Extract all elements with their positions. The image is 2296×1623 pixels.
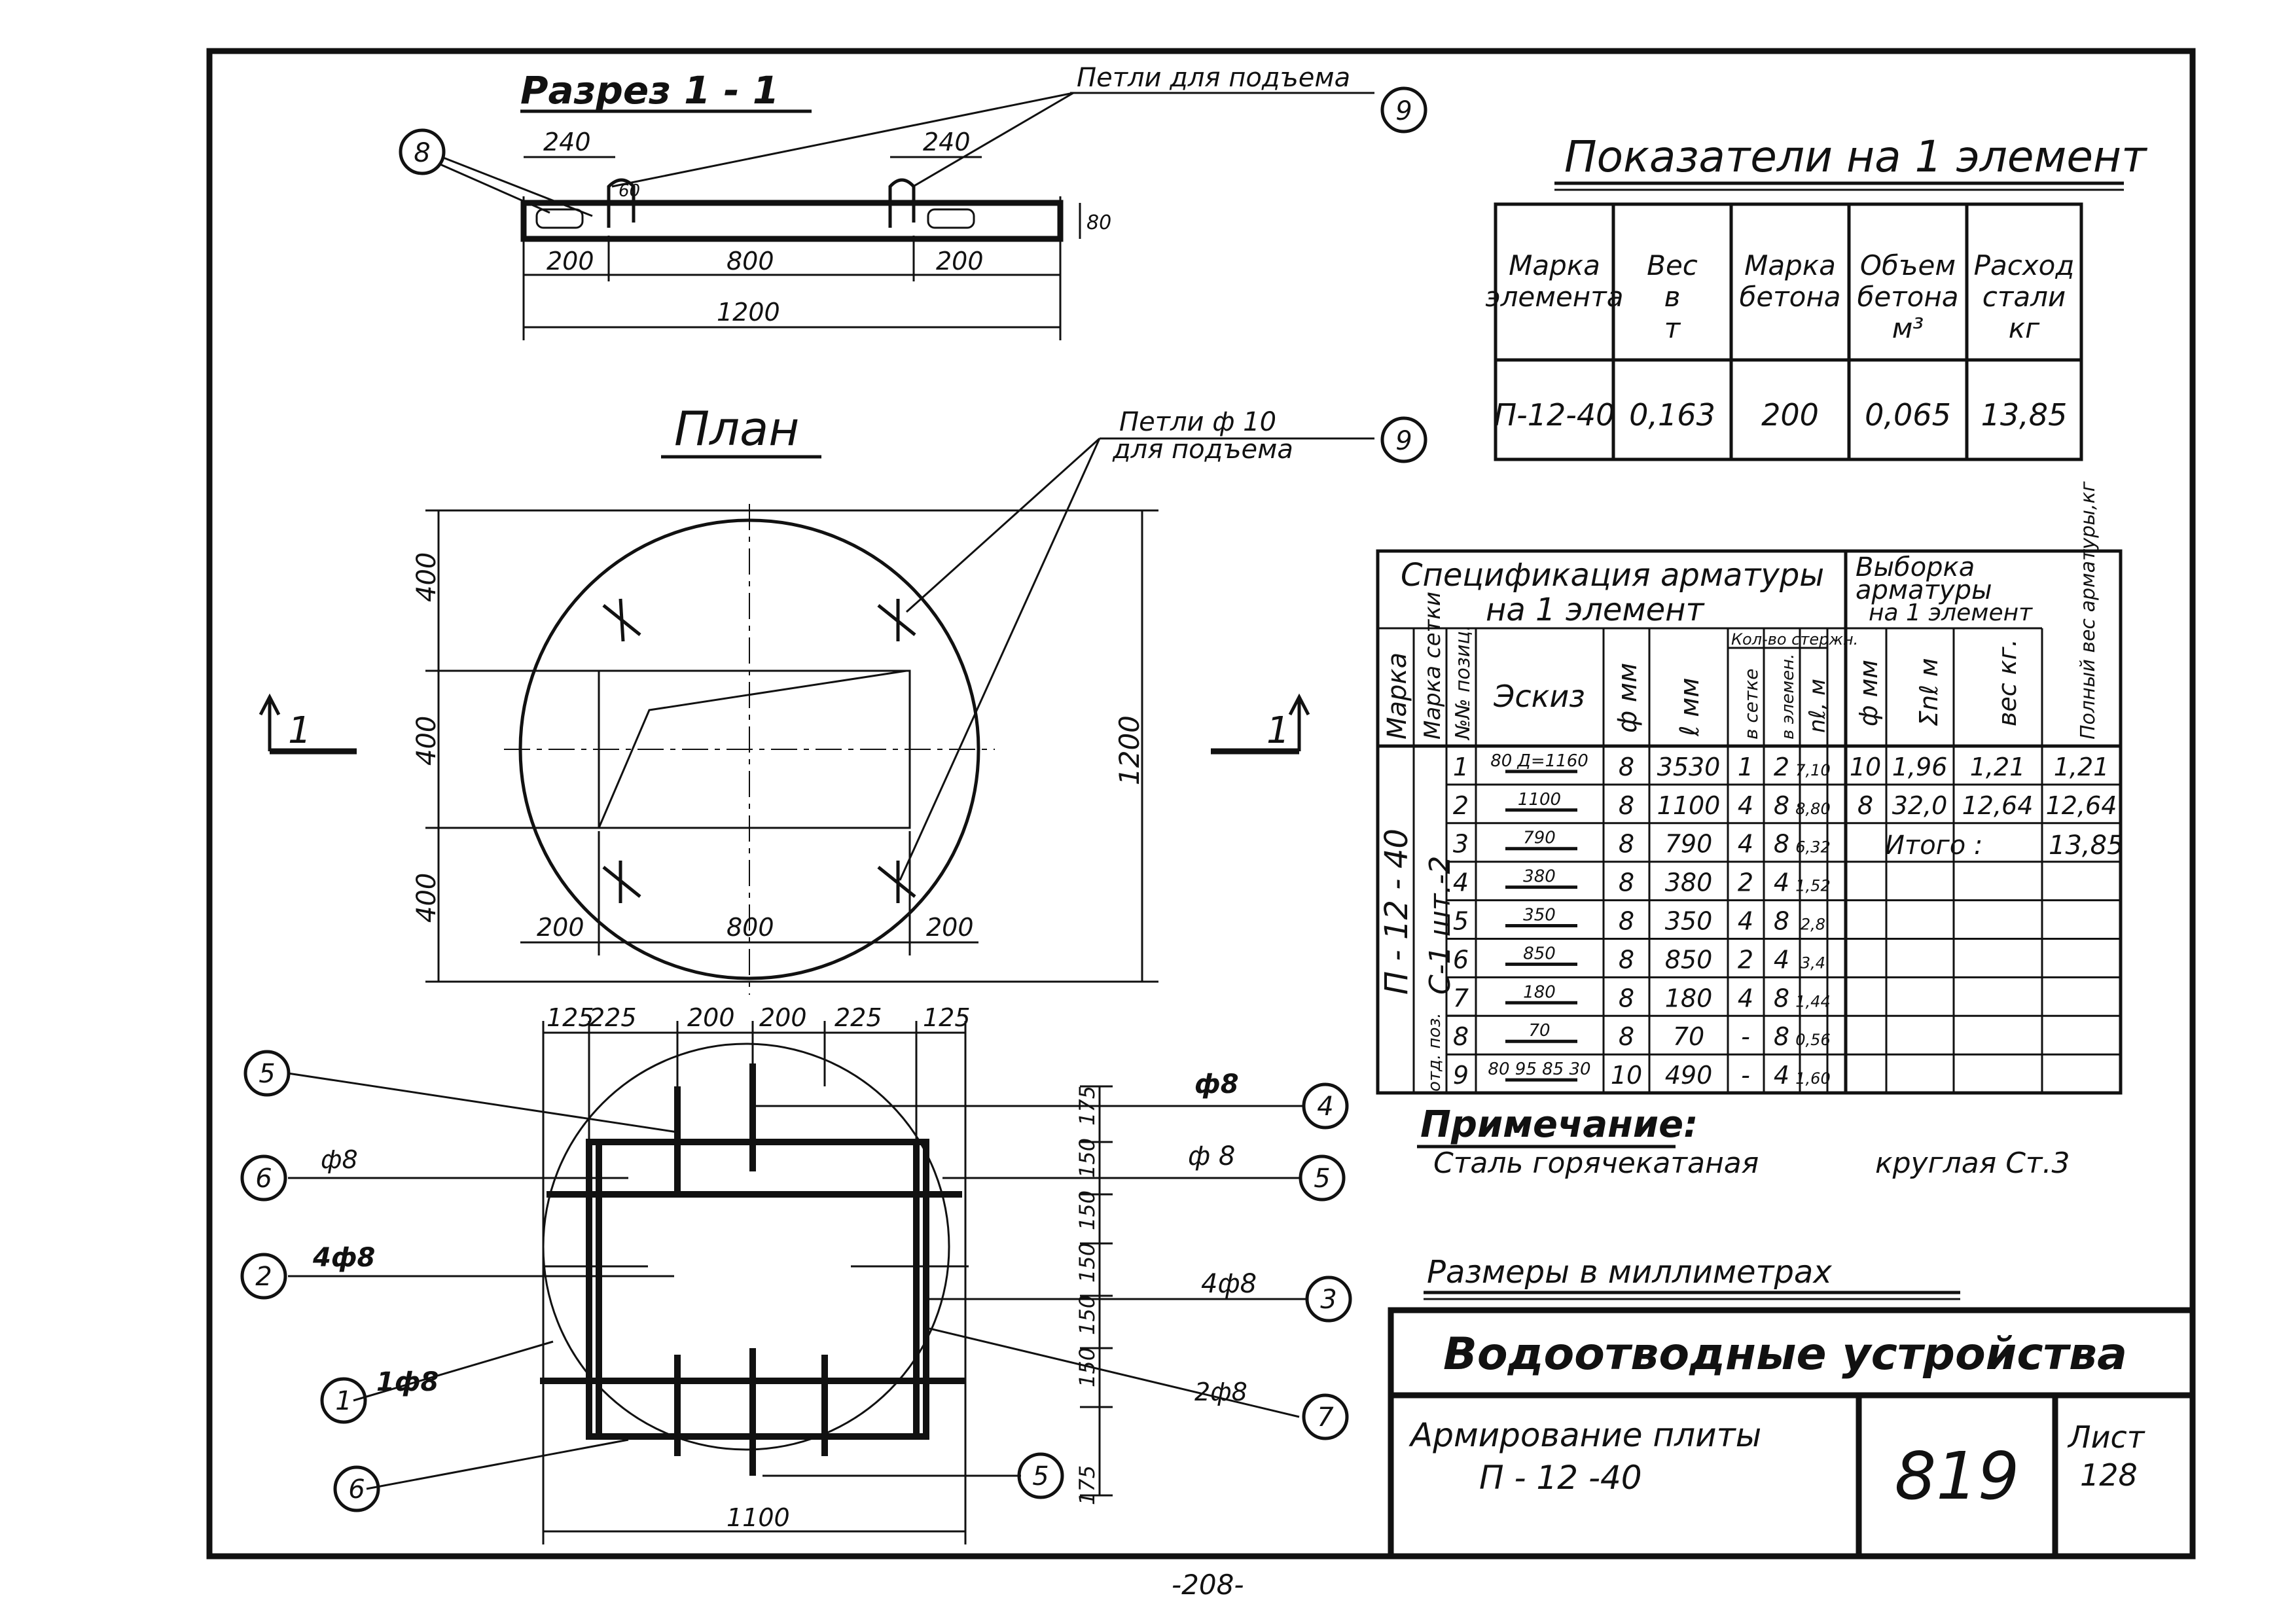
indicators-title: Показатели на 1 элемент	[1564, 132, 2147, 182]
spec-row-sketch: 850	[1523, 944, 1556, 964]
spec-header-nl: nℓ, м	[1804, 679, 1831, 733]
rebar-callout-1-label: 1	[335, 1386, 352, 1416]
svg-text:9: 9	[1395, 426, 1412, 456]
spec-sel-ves: 1,21	[1969, 752, 2026, 781]
spec-sel-ves: 12,64	[1962, 791, 2034, 820]
indicators-header: Вес	[1647, 249, 1698, 281]
indicators-cell: П-12-40	[1494, 397, 1615, 433]
spec-row-pos: 1	[1452, 752, 1469, 781]
spec-row-v-setke: 1	[1737, 752, 1754, 781]
spec-header-nn-pozic: №№ позиц.	[1452, 624, 1475, 740]
stamp-subtitle-2: П - 12 -40	[1479, 1459, 1642, 1497]
spec-row-nl: 2,8	[1800, 915, 1826, 934]
spec-row-v-setke: 4	[1737, 906, 1754, 936]
spec-row-l: 850	[1664, 945, 1713, 974]
rebar-top-dim: 125	[547, 1003, 594, 1032]
spec-sel-full: 1,21	[2053, 752, 2109, 781]
indicators-header: бетона	[1739, 281, 1841, 313]
rebar-top-dim: 200	[687, 1003, 735, 1032]
spec-title-2: на 1 элемент	[1486, 592, 1704, 628]
spec-sel-sum: 32,0	[1892, 791, 1948, 820]
spec-header-v-setke: в сетке	[1740, 668, 1762, 740]
spec-header-sel-sum: Σnℓ м	[1914, 658, 1943, 726]
spec-row-pos: 9	[1452, 1061, 1469, 1090]
indicators-cell: 0,065	[1865, 397, 1951, 433]
spec-header-full: Полный вес арматуры,кг	[2077, 481, 2100, 740]
spec-header-l: ℓ мм	[1675, 677, 1705, 736]
spec-row-l: 3530	[1657, 752, 1721, 781]
rebar-mesh	[242, 1003, 1350, 1544]
spec-row-phi: 10	[1610, 1061, 1643, 1090]
note-title: Примечание:	[1420, 1103, 1698, 1146]
spec-row-pos: 5	[1452, 906, 1469, 936]
section-dim-240-right: 240	[923, 128, 971, 156]
spec-row-sketch: 350	[1523, 905, 1556, 925]
spec-row-nl: 0,56	[1795, 1031, 1831, 1050]
rebar-callout-6b-label: 6	[348, 1474, 365, 1505]
plan-loops-label-1: Петли ф 10	[1119, 407, 1277, 437]
spec-row-phi: 8	[1618, 868, 1635, 897]
spec-row-v-setke: 2	[1737, 945, 1754, 974]
spec-row-phi: 8	[1618, 1022, 1635, 1052]
rebar-label-1: 1ф8	[376, 1367, 439, 1397]
spec-row-v-elem: 2	[1773, 752, 1790, 781]
rebar-callout-7-label: 7	[1317, 1402, 1334, 1433]
spec-header-phi: ф мм	[1613, 662, 1643, 733]
spec-row-l: 380	[1664, 868, 1713, 897]
spec-row-pos: 2	[1452, 791, 1469, 820]
section-mark-left: 1	[288, 709, 312, 752]
plan-dim-800: 800	[726, 913, 774, 942]
rebar-label-4: ф8	[1194, 1069, 1239, 1099]
spec-sel-sum: 1,96	[1892, 752, 1948, 781]
spec-row-v-elem: 8	[1773, 829, 1790, 859]
rebar-callout-6a-label: 6	[255, 1164, 272, 1194]
spec-header-v-elem: в элемен.	[1778, 653, 1798, 740]
stamp-sheet-label: Лист	[2068, 1419, 2145, 1455]
plan-dim-400-bot: 400	[412, 872, 442, 923]
spec-row-v-elem: 8	[1773, 984, 1790, 1013]
spec-row-sketch: 70	[1528, 1021, 1551, 1041]
spec-header-kol-vo: Кол-во стержн.	[1731, 630, 1859, 649]
units-note: Размеры в миллиметрах	[1427, 1254, 1832, 1291]
rebar-top-dims	[547, 1003, 971, 1032]
rebar-side-dim: 150	[1075, 1347, 1100, 1387]
indicators-header: т	[1664, 312, 1681, 344]
spec-row-pos: 7	[1452, 984, 1469, 1013]
spec-row-l: 350	[1664, 906, 1713, 936]
svg-text:Выборка: Выборка	[1856, 552, 1975, 582]
spec-row-v-setke: 2	[1737, 868, 1754, 897]
indicators-header: Объем	[1859, 249, 1956, 281]
spec-mesh-mark: С-1 шт.-2	[1424, 855, 1457, 995]
spec-total-label: Итого :	[1885, 830, 1983, 861]
plan-dim-200-right: 200	[926, 913, 974, 942]
spec-row-pos: 4	[1452, 868, 1469, 897]
spec-row-sketch: 790	[1523, 828, 1556, 848]
spec-row-nl: 6,32	[1795, 838, 1831, 857]
section-dim-200-left: 200	[547, 247, 594, 276]
plan-loops-label-2: для подъема	[1113, 435, 1293, 465]
spec-row-phi: 8	[1618, 906, 1635, 936]
rebar-label-2: 4ф8	[313, 1243, 376, 1273]
spec-row-v-setke: 4	[1737, 829, 1754, 859]
spec-row-phi: 8	[1618, 984, 1635, 1013]
spec-row-nl: 7,10	[1795, 760, 1831, 779]
rebar-label-6: ф8	[321, 1145, 358, 1174]
plan-view	[260, 401, 1426, 995]
spec-total-value: 13,85	[2049, 830, 2124, 861]
indicators-header: Расход	[1973, 249, 2075, 281]
spec-table	[1378, 481, 2124, 1093]
rebar-callout-5c-label: 5	[1032, 1461, 1049, 1491]
rebar-label-5: ф 8	[1188, 1141, 1236, 1171]
rebar-callout-2-label: 2	[255, 1262, 272, 1292]
plan-dim-200-left: 200	[537, 913, 584, 942]
svg-text:8: 8	[414, 138, 431, 168]
svg-text:9: 9	[1395, 96, 1412, 126]
note-text-2: круглая Ст.3	[1875, 1147, 2070, 1180]
spec-row-sketch: 80 95 85 30	[1488, 1060, 1591, 1080]
section-1-1	[401, 63, 1426, 340]
rebar-side-dim: 150	[1075, 1137, 1100, 1178]
indicators-table	[1486, 132, 2149, 459]
spec-row-phi: 8	[1618, 752, 1635, 781]
spec-sel-phi: 10	[1849, 752, 1882, 781]
spec-row-v-elem: 8	[1773, 791, 1790, 820]
indicators-header: м³	[1892, 312, 1924, 344]
spec-sep-mark: отд. поз.	[1425, 1012, 1444, 1092]
rebar-callouts	[242, 1052, 1350, 1510]
indicators-cell: 0,163	[1629, 397, 1715, 433]
rebar-slab-outline	[543, 1044, 949, 1450]
rebar-label-7: 2ф8	[1194, 1378, 1247, 1406]
section-dim-800: 800	[726, 247, 774, 276]
indicators-header: Марка	[1509, 249, 1600, 281]
spec-row-v-elem: 8	[1773, 1022, 1790, 1052]
spec-row-v-setke: 4	[1737, 984, 1754, 1013]
spec-header-eskiz: Эскиз	[1494, 679, 1585, 714]
spec-row-sketch: 80 Д=1160	[1490, 751, 1588, 771]
rebar-top-dim: 225	[589, 1003, 637, 1032]
spec-sel-full: 12,64	[2045, 791, 2117, 820]
indicators-header: Марка	[1744, 249, 1836, 281]
indicators-header: стали	[1982, 281, 2066, 313]
spec-row-nl: 1,52	[1795, 876, 1831, 895]
section-dim-1200: 1200	[717, 298, 780, 327]
svg-text:арматуры: арматуры	[1856, 575, 1992, 605]
svg-text:на 1 элемент: на 1 элемент	[1869, 599, 2033, 626]
plan-dim-1200: 1200	[1113, 715, 1145, 785]
spec-row-v-elem: 8	[1773, 906, 1790, 936]
indicators-header: кг	[2008, 312, 2040, 344]
stamp-subtitle-1: Армирование плиты	[1410, 1416, 1762, 1454]
note-block	[1417, 1103, 2070, 1299]
section-dim-60: 60	[619, 181, 641, 201]
spec-row-v-elem: 4	[1773, 868, 1790, 897]
stamp-number: 819	[1894, 1438, 2020, 1514]
indicators-cell: 13,85	[1981, 397, 2068, 433]
spec-row-v-setke: -	[1741, 1022, 1750, 1052]
rebar-top-dim: 125	[923, 1003, 971, 1032]
spec-row-v-setke: 4	[1737, 791, 1754, 820]
stamp-title: Водоотводные устройства	[1443, 1329, 2127, 1380]
rebar-callout-5b-label: 5	[1314, 1164, 1331, 1194]
spec-row-pos: 3	[1452, 829, 1469, 859]
section-title: Разрез 1 - 1	[520, 68, 780, 113]
rebar-top-dim: 200	[759, 1003, 807, 1032]
spec-row-phi: 8	[1618, 945, 1635, 974]
spec-header-sel-ves: вес кг.	[1993, 639, 2022, 726]
indicators-header: элемента	[1485, 281, 1624, 313]
title-block	[1391, 1310, 2193, 1556]
spec-row-nl: 8,80	[1795, 799, 1831, 818]
spec-title-1: Спецификация арматуры	[1401, 557, 1825, 594]
spec-row-v-elem: 4	[1773, 945, 1790, 974]
spec-row-nl: 1,44	[1795, 992, 1831, 1011]
section-mark-right: 1	[1266, 709, 1290, 752]
spec-row-sketch: 180	[1523, 982, 1556, 1003]
plan-dim-400-top: 400	[412, 552, 442, 602]
spec-row-phi: 8	[1618, 829, 1635, 859]
spec-header-marka: Марка	[1382, 652, 1412, 740]
spec-sel-phi: 8	[1857, 791, 1874, 820]
rebar-side-dims	[1075, 1086, 1113, 1505]
rebar-side-dim: 175	[1075, 1085, 1100, 1126]
spec-row-l: 70	[1672, 1022, 1705, 1052]
rebar-top-dim: 225	[834, 1003, 882, 1032]
spec-row-l: 180	[1664, 984, 1713, 1013]
spec-header-marka-setki: Марка сетки	[1420, 592, 1446, 740]
rebar-side-dim: 175	[1075, 1465, 1100, 1505]
rebar-side-dim: 150	[1075, 1242, 1100, 1283]
spec-row-l: 790	[1664, 829, 1713, 859]
rebar-dim-1100: 1100	[726, 1503, 790, 1532]
spec-row-sketch: 380	[1523, 866, 1556, 887]
rebar-label-3: 4ф8	[1201, 1269, 1257, 1299]
spec-row-v-elem: 4	[1773, 1061, 1790, 1090]
rebar-side-dim: 150	[1075, 1190, 1100, 1230]
plan-dim-400-mid: 400	[412, 715, 442, 766]
rebar-callout-5a-label: 5	[259, 1059, 276, 1089]
note-text-1: Сталь горячекатаная	[1433, 1147, 1759, 1180]
spec-header-sel-phi: ф мм	[1854, 660, 1883, 726]
spec-row-nl: 1,60	[1795, 1069, 1831, 1088]
page-number: -208-	[1172, 1569, 1244, 1601]
spec-row-sketch: 1100	[1517, 789, 1562, 810]
spec-row-phi: 8	[1618, 791, 1635, 820]
spec-row-l: 490	[1664, 1061, 1713, 1090]
spec-row-pos: 6	[1452, 945, 1469, 974]
indicators-header: бетона	[1857, 281, 1959, 313]
spec-row-nl: 3,4	[1800, 954, 1826, 972]
section-dim-80: 80	[1086, 211, 1112, 234]
rebar-side-dim: 150	[1075, 1294, 1100, 1335]
spec-row-l: 1100	[1657, 791, 1721, 820]
section-dim-240-left: 240	[543, 128, 591, 156]
spec-row-pos: 8	[1452, 1022, 1469, 1052]
plan-title: План	[674, 401, 800, 456]
section-loops-label: Петли для подъема	[1077, 63, 1351, 93]
section-dim-200-right: 200	[936, 247, 984, 276]
indicators-cell: 200	[1761, 397, 1819, 433]
rebar-callout-4-label: 4	[1317, 1092, 1334, 1122]
section-slab	[524, 203, 1060, 239]
spec-element-mark: П - 12 - 40	[1378, 829, 1415, 995]
rebar-callout-3-label: 3	[1320, 1285, 1337, 1315]
stamp-sheet-number: 128	[2080, 1457, 2138, 1493]
indicators-header: в	[1664, 281, 1681, 313]
spec-row-v-setke: -	[1741, 1061, 1750, 1090]
